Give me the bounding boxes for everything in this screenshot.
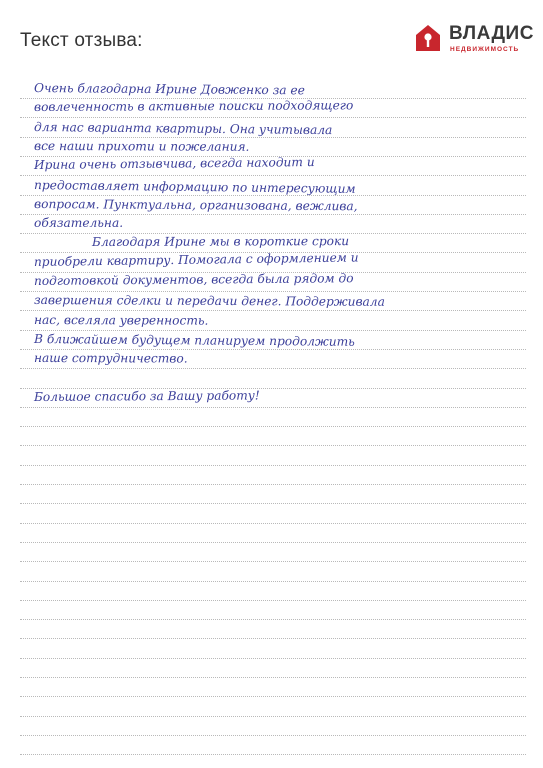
company-logo — [415, 22, 534, 56]
ruled-line — [20, 658, 526, 659]
review-line: обязательна. — [34, 216, 124, 231]
ruled-line — [20, 368, 526, 369]
ruled-line — [20, 581, 526, 582]
ruled-line — [20, 638, 526, 639]
review-line: В ближайшем будущем планируем продолжить — [34, 331, 355, 349]
page-title: Текст отзыва: — [20, 30, 143, 51]
ruled-line — [20, 735, 526, 736]
ruled-line — [20, 330, 526, 331]
review-line: Благодаря Ирине мы в короткие сроки — [91, 234, 350, 250]
ruled-line — [20, 716, 526, 717]
ruled-line — [20, 484, 526, 485]
review-line: наше сотрудничество. — [34, 351, 188, 366]
review-line: нас, вселяла уверенность. — [34, 312, 209, 328]
ruled-line — [20, 214, 526, 215]
ruled-line — [20, 426, 526, 427]
review-line: вовлеченность в активные поиски подходящего — [33, 98, 354, 115]
review-line: Очень благодарна Ирине Довженко за ее — [34, 81, 305, 98]
ruled-line — [20, 175, 526, 176]
ruled-line — [20, 619, 526, 620]
review-line: Ирина очень отзывчива, всегда находит и — [33, 155, 315, 173]
ruled-line — [20, 117, 526, 118]
ruled-line — [20, 291, 526, 292]
ruled-line — [20, 561, 526, 562]
ruled-line — [20, 696, 526, 697]
ruled-line — [20, 503, 526, 504]
review-line: предоставляет информацию по интересующим — [34, 177, 356, 196]
review-line: все наши прихоти и пожелания. — [34, 138, 250, 154]
ruled-line — [20, 445, 526, 446]
review-sheet — [20, 60, 526, 760]
review-line: для нас варианта квартиры. Она учитывала — [34, 119, 333, 137]
review-line: завершения сделки и передачи денег. Поддерживала — [34, 293, 385, 310]
ruled-line — [20, 677, 526, 678]
review-line: Большое спасибо за Вашу работу! — [33, 388, 260, 404]
review-line: подготовкой документов, всегда была рядом до — [33, 271, 354, 288]
review-line: вопросам. Пунктуальна, организована, вежлива, — [34, 196, 358, 214]
ruled-line — [20, 600, 526, 601]
ruled-line — [20, 465, 526, 466]
ruled-line — [20, 754, 526, 755]
review-line: приобрели квартиру. Помогала с оформлением и — [33, 250, 359, 269]
ruled-line — [20, 542, 526, 543]
ruled-line — [20, 310, 526, 311]
logo-name: ВЛАДИС — [449, 23, 534, 44]
house-key-icon — [415, 24, 441, 52]
logo-tagline: НЕДВИЖИМОСТЬ — [450, 46, 520, 53]
ruled-line — [20, 523, 526, 524]
ruled-line — [20, 407, 526, 408]
